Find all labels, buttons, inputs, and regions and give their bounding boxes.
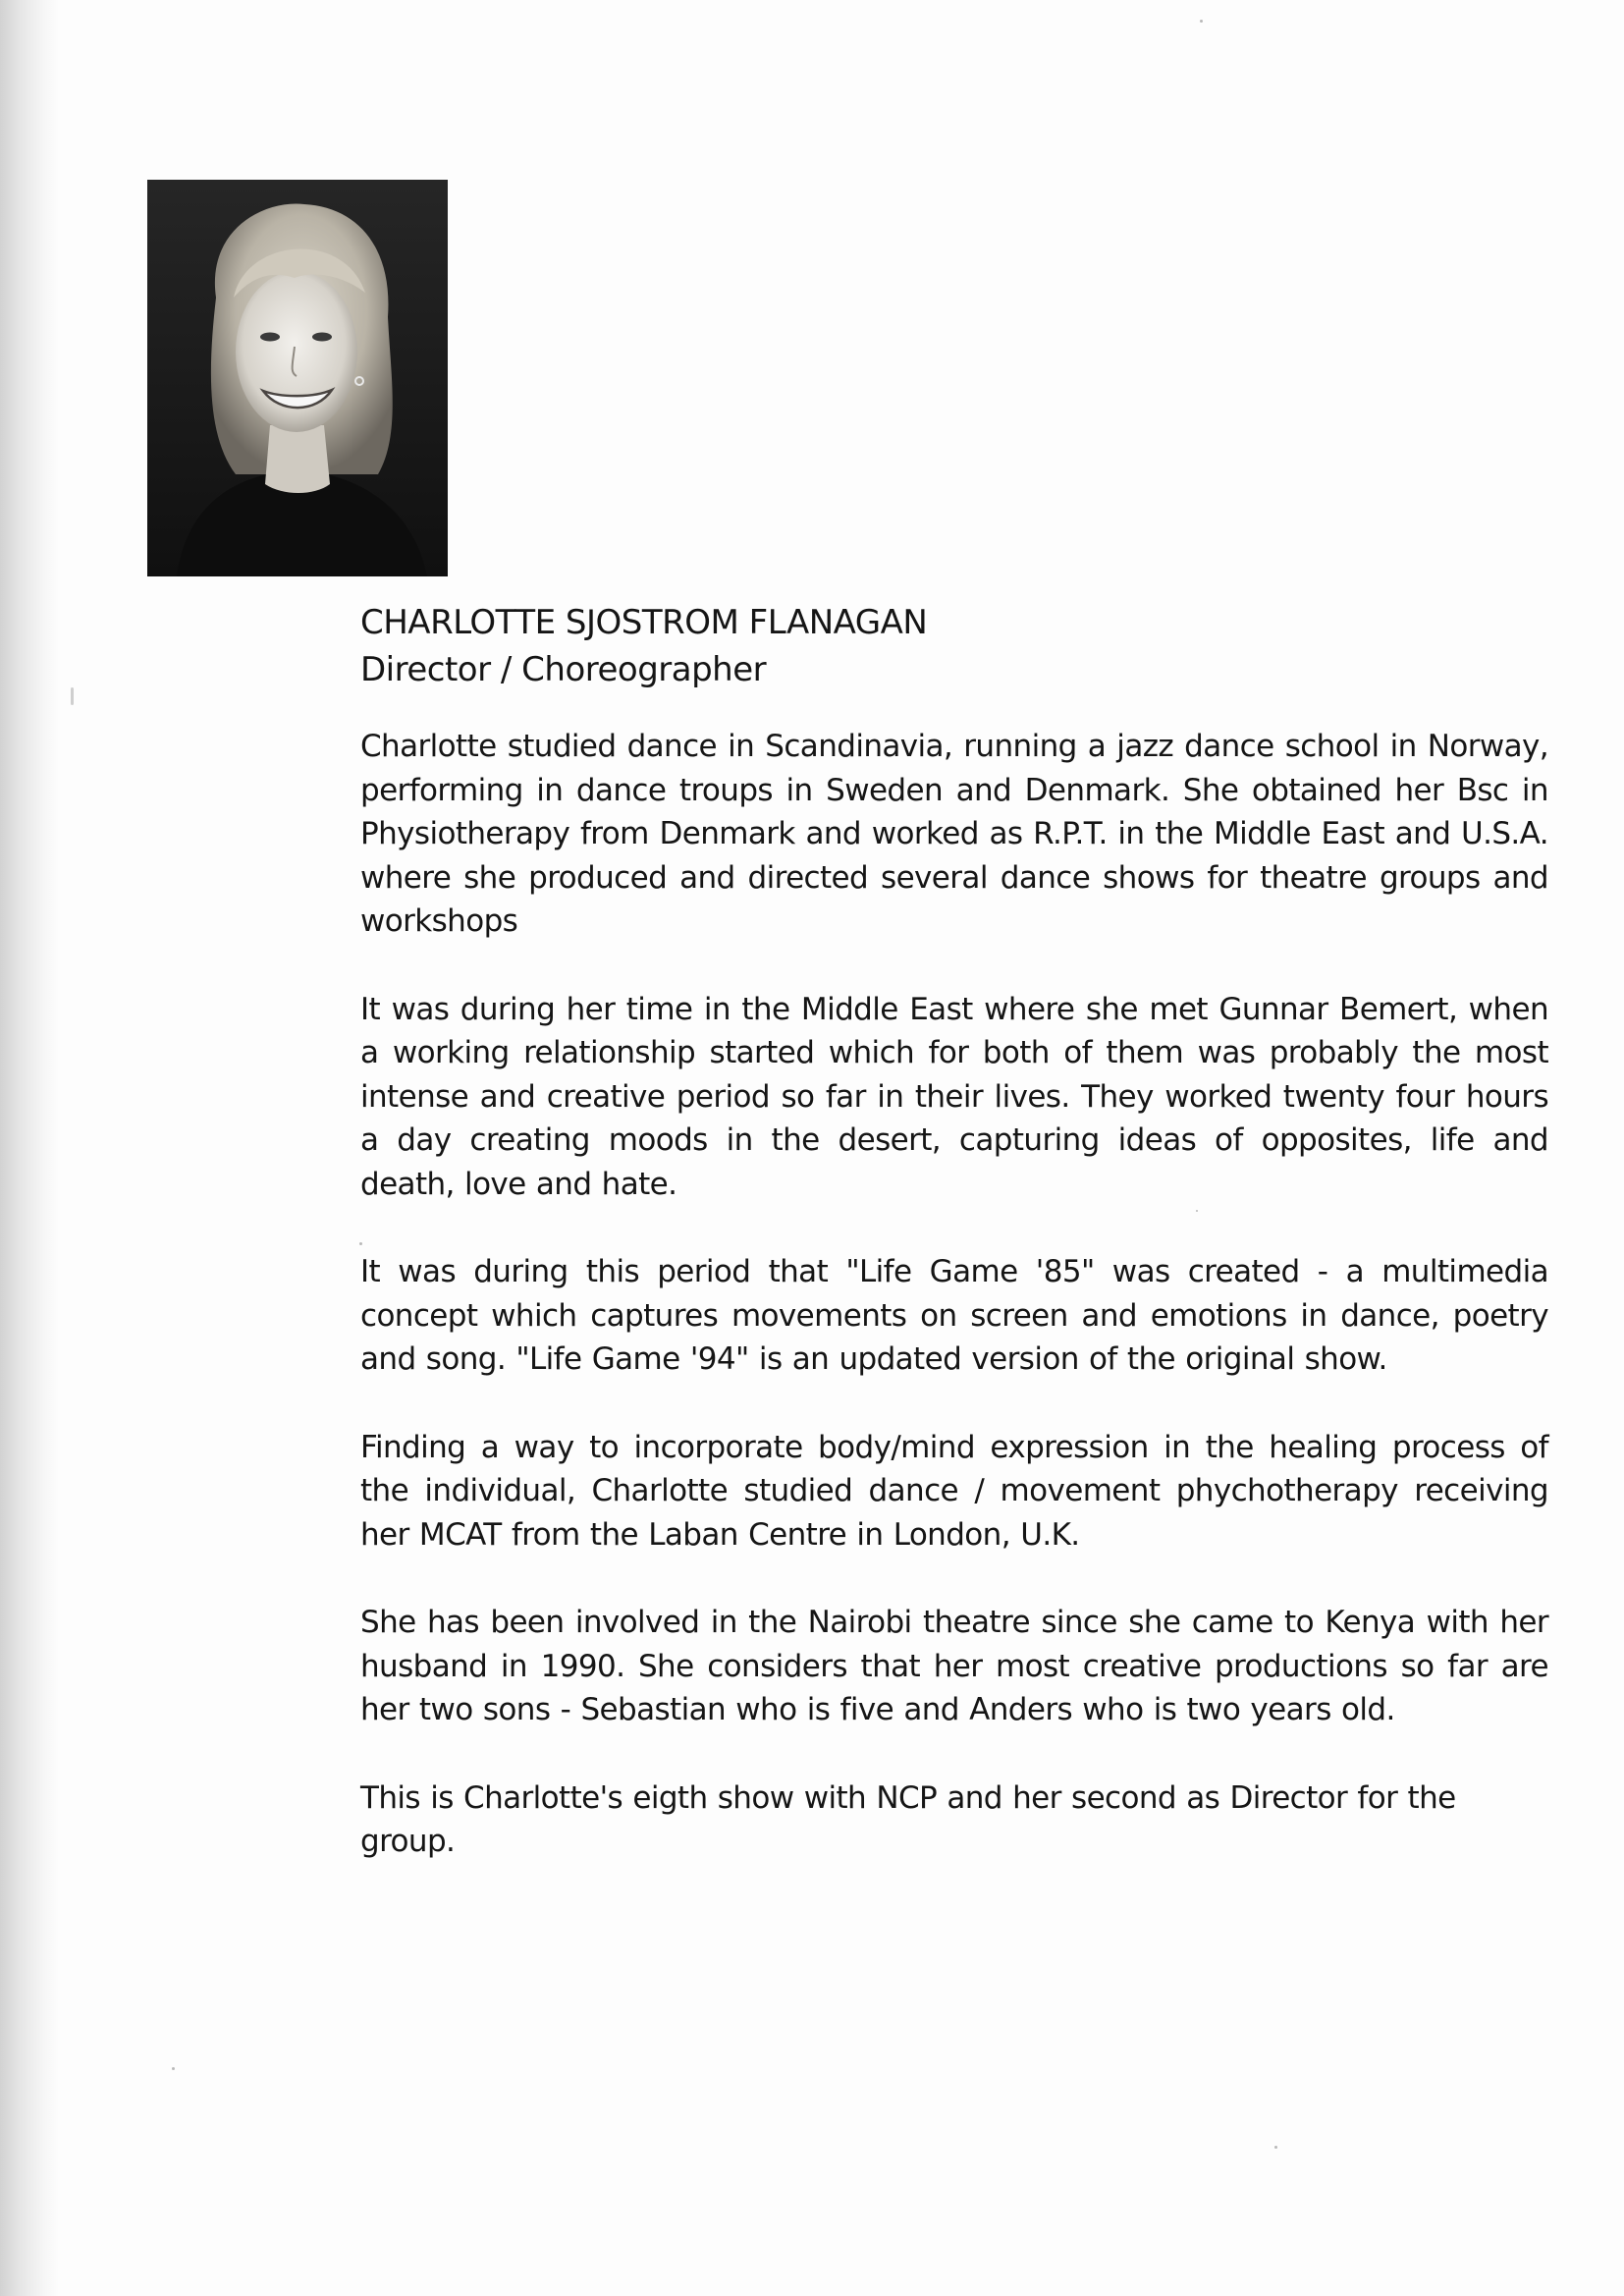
paper-speck — [359, 1242, 362, 1245]
bio-paragraph: This is Charlotte's eigth show with NCP and her second as Director for the group. — [360, 1779, 1456, 1859]
page-edge-shadow — [0, 0, 59, 2296]
paper-speck — [71, 687, 74, 705]
paper-speck — [1274, 2146, 1277, 2149]
paper-speck — [172, 2067, 175, 2070]
bio-paragraph: Charlotte studied dance in Scandinavia, running a jazz dance school in Norway, performing in dance troups in Sweden and Denmark. She obtained her Bsc in Physiotherapy from Denmark and worked as R.P.T. in the Middle East and U.S.A. where she produced and directed several dance shows for theatre groups and workshops — [360, 729, 1548, 939]
biography-section — [360, 599, 1548, 1908]
paper-speck — [1200, 20, 1203, 23]
person-name: CHARLOTTE SJOSTROM FLANAGAN — [360, 603, 928, 642]
portrait-photo-icon — [147, 180, 448, 576]
bio-paragraph: It was during her time in the Middle East where she met Gunnar Bemert, when a working relationship started which for both of them was probably the most intense and creative period so far in their lives. They worked twenty four hours a day creating moods in the desert, capturing ideas of opposites, life and death, love and hate. — [360, 991, 1548, 1202]
person-role: Director / Choreographer — [360, 650, 767, 689]
portrait-photo — [147, 180, 448, 576]
bio-paragraph: She has been involved in the Nairobi theatre since she came to Kenya with her husband in 1990. She considers that her most creative productions so far are her two sons - Sebastian who is five and Anders who is two years old. — [360, 1605, 1548, 1727]
bio-paragraph: Finding a way to incorporate body/mind expression in the healing process of the individual, Charlotte studied dance / movement phychotherapy receiving her MCAT from the Laban Centre in London, U.K. — [360, 1429, 1548, 1553]
bio-paragraph: It was during this period that "Life Game '85" was created - a multimedia concept which captures movements on screen and emotions in dance, poetry and song. "Life Game '94" is an updated version of the original show. — [360, 1254, 1548, 1377]
biography-text — [360, 725, 1548, 1864]
paper-speck — [1196, 1210, 1198, 1212]
